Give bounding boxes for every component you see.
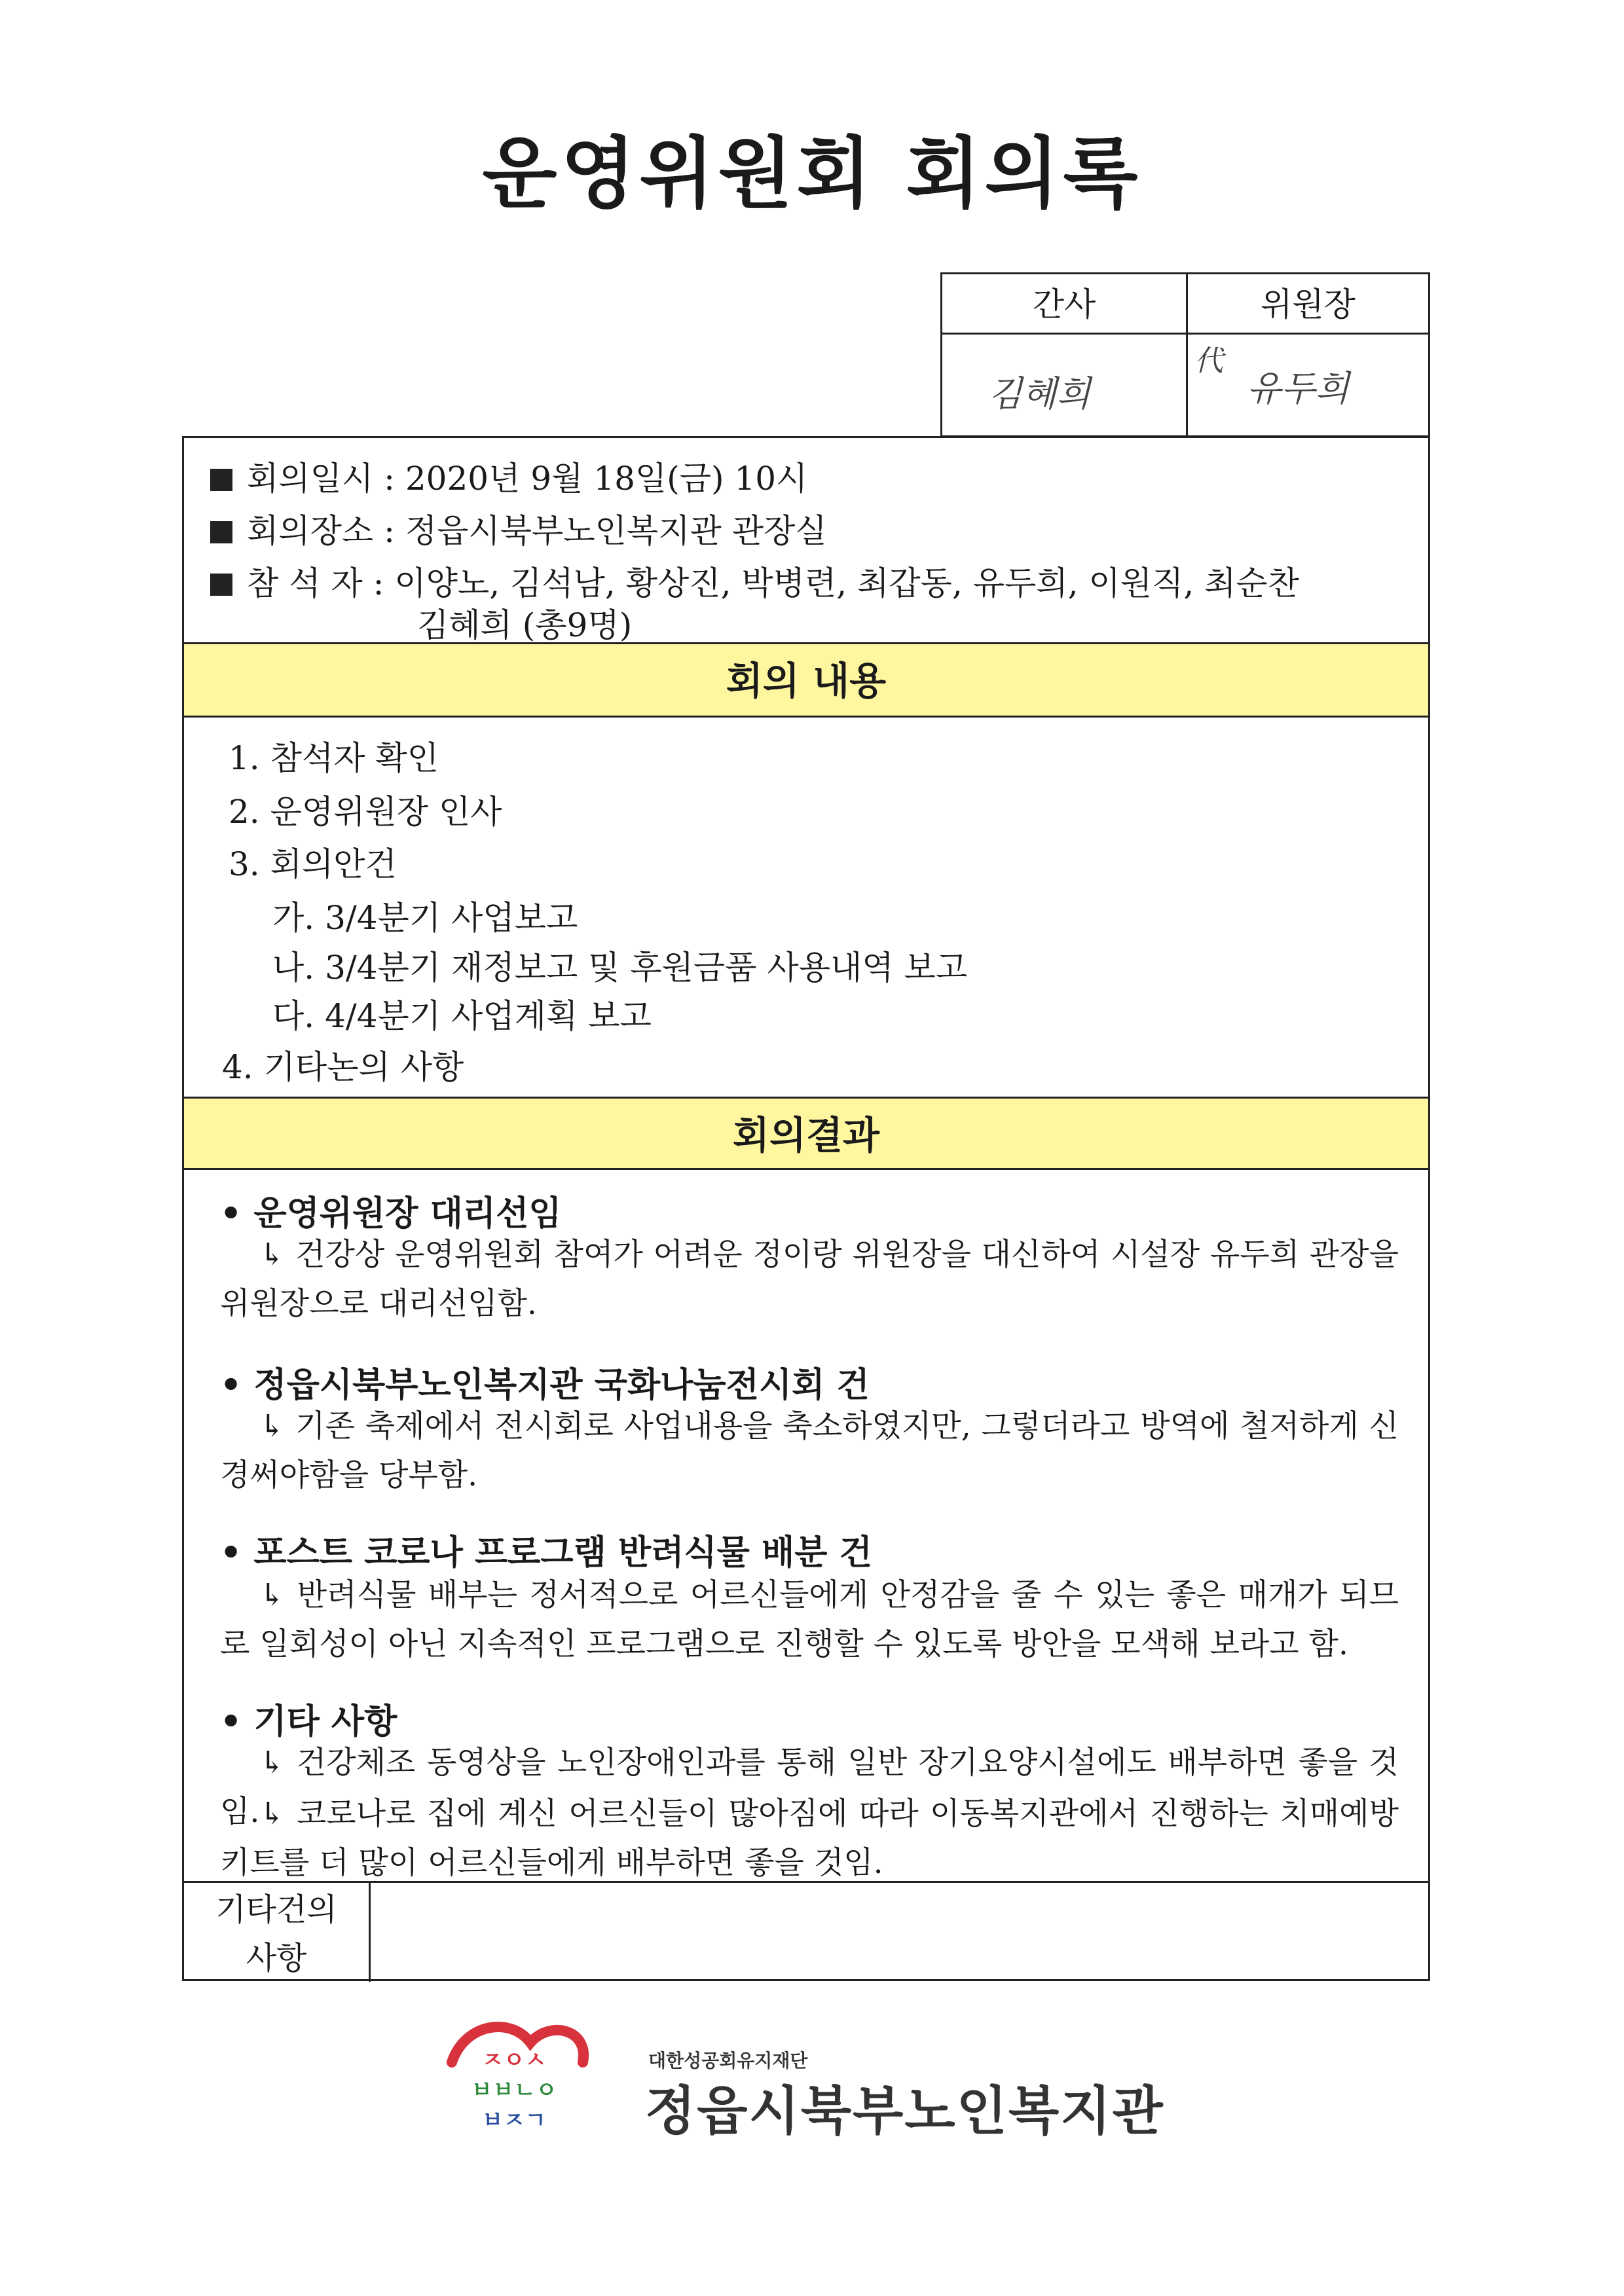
logo-row3: ㅂㅈㄱ	[481, 2107, 547, 2134]
result-section-title: • 기타 사항	[220, 1702, 397, 1741]
info-date	[210, 452, 807, 500]
result-section-text: ↳ 기존 축제에서 전시회로 사업내용을 축소하였지만, 그렇더라고 방역에 철저하게 신경써야함을 당부함.	[220, 1408, 1399, 1493]
proxy-mark: 代	[1194, 344, 1223, 378]
document-title: 운영위원회 회의록	[482, 128, 1142, 219]
result-section-text: ↳ 반려식물 배부는 정서적으로 어르신들에게 안정감을 줄 수 있는 좋은 매개가 되므로 일회성이 아닌 지속적인 프로그램으로 진행할 수 있도록 방안을 모색해 보라고 함.	[220, 1577, 1399, 1662]
agenda-header: 회의 내용	[184, 644, 1428, 718]
signature-chair: 유두희	[1247, 368, 1350, 409]
organization-name: 정읍시북부노인복지관	[645, 2081, 1164, 2141]
result-section-title: • 포스트 코로나 프로그램 반려식물 배분 건	[220, 1533, 872, 1573]
approval-header-chair: 위원장	[1186, 274, 1428, 335]
other-suggestions-label-line1: 기타건의	[215, 1891, 337, 1928]
meeting-info	[184, 438, 1428, 644]
approval-sign-secretary-cell	[942, 335, 1186, 437]
info-attendees-text: 참 석 자 : 이양노, 김석남, 황상진, 박병련, 최갑동, 유두희, 이원직, 최순찬	[247, 564, 1300, 602]
results-body	[184, 1170, 1428, 1903]
logo-row1: ㅈㅇㅅ	[481, 2047, 547, 2073]
info-place	[210, 505, 827, 552]
bullet-square-icon	[210, 574, 232, 596]
info-attendees	[210, 557, 1299, 604]
agenda-subitem: 가. 3/4분기 사업보고	[272, 899, 578, 937]
agenda-subitem: 다. 4/4분기 사업계획 보고	[272, 997, 652, 1035]
approval-header-secretary: 간사	[942, 274, 1186, 335]
info-attendees-cont: 김혜희 (총9명)	[417, 606, 633, 644]
agenda-item: 3. 회의안건	[229, 845, 397, 883]
result-section-text: ↳ 코로나로 집에 계신 어르신들이 많아짐에 따라 이동복지관에서 진행하는 치매예방 키트를 더 많이 어르신들에게 배부하면 좋을 것임.	[220, 1796, 1399, 1881]
center-logo-icon	[439, 2016, 589, 2141]
result-section-title: • 정읍시북부노인복지관 국화나눔전시회 건	[220, 1366, 870, 1405]
agenda-subitem: 나. 3/4분기 재정보고 및 후원금품 사용내역 보고	[272, 949, 968, 987]
result-section-text: ↳ 건강상 운영위원회 참여가 어려운 정이랑 위원장을 대신하여 시설장 유두희 관장을 위원장으로 대리선임함.	[220, 1237, 1399, 1322]
foundation-name: 대한성공회유지재단	[648, 2050, 808, 2071]
other-suggestions-label	[184, 1883, 371, 1982]
bullet-square-icon	[210, 521, 232, 543]
info-place-text: 회의장소 : 정읍시북부노인복지관 관장실	[247, 512, 827, 550]
other-suggestions-row	[184, 1881, 1428, 1982]
bullet-square-icon	[210, 469, 232, 491]
agenda-item: 1. 참석자 확인	[229, 739, 439, 777]
approval-box	[940, 272, 1430, 437]
agenda-list	[184, 718, 1428, 1097]
minutes-table	[182, 436, 1430, 1981]
logo-row2: ㅂㅂㄴㅇ	[471, 2077, 557, 2104]
result-section-text: ↳ 건강체조 동영상을 노인장애인과를 통해 일반 장기요양시설에도 배부하면 좋을 것임.	[220, 1745, 1399, 1830]
info-date-text: 회의일시 : 2020년 9월 18일(금) 10시	[247, 460, 808, 498]
agenda-item: 4. 기타논의 사항	[222, 1048, 464, 1086]
results-header: 회의결과	[184, 1097, 1428, 1170]
approval-sign-chair-cell	[1186, 335, 1430, 437]
result-section-title: • 운영위원장 대리선임	[220, 1194, 562, 1233]
agenda-item: 2. 운영위원장 인사	[229, 793, 502, 831]
signature-secretary: 김혜희	[988, 373, 1091, 414]
other-suggestions-label-line2: 사항	[246, 1940, 307, 1977]
